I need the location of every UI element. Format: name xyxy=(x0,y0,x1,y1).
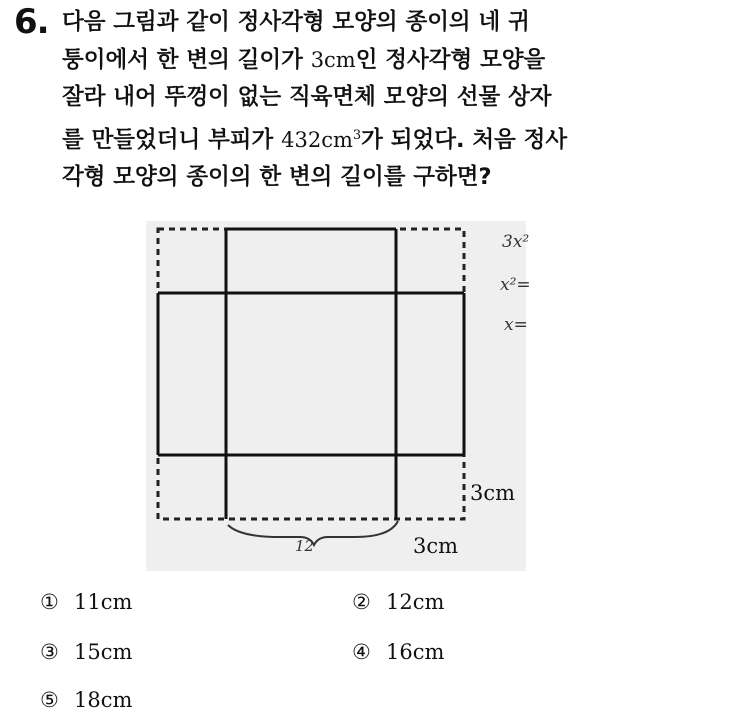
question-line-1: 다음 그림과 같이 정사각형 모양의 종이의 네 귀 xyxy=(62,9,530,35)
choice-4-mark: ④ xyxy=(352,640,371,664)
question-line-4-pre: 를 만들었더니 부피가 xyxy=(62,126,282,153)
label-corner-3cm: 3cm xyxy=(413,534,459,558)
volume-number: 432cm xyxy=(281,127,353,152)
question-line-4 xyxy=(62,117,702,160)
choice-5[interactable] xyxy=(40,688,132,712)
choice-2[interactable] xyxy=(352,590,444,614)
question-number: 6. xyxy=(14,2,49,42)
question-line-4-post: 가 되었다. 처음 정사 xyxy=(361,126,568,153)
paper-net-figure xyxy=(130,215,580,575)
label-base-12: 12 xyxy=(295,537,315,555)
volume-exponent: 3 xyxy=(352,127,362,143)
choice-3[interactable] xyxy=(40,640,132,664)
choice-4-value: 16cm xyxy=(386,640,445,664)
volume-value xyxy=(281,128,361,152)
question-line-2-pre: 퉁이에서 한 변의 길이가 xyxy=(62,46,311,73)
choice-2-mark: ② xyxy=(352,590,371,614)
question-line-2 xyxy=(62,42,702,80)
choice-4[interactable] xyxy=(352,640,444,664)
handwriting-2: x²= xyxy=(500,275,531,295)
label-side-3cm: 3cm xyxy=(470,481,516,505)
inner-square-dashed xyxy=(226,293,396,455)
question-line-2-post: 인 정사각형 모양을 xyxy=(355,46,546,73)
choice-2-value: 12cm xyxy=(386,590,445,614)
choice-5-mark: ⑤ xyxy=(40,688,59,712)
choice-5-value: 18cm xyxy=(74,688,133,712)
outer-square-dashed xyxy=(158,229,464,519)
choice-3-mark: ③ xyxy=(40,640,59,664)
side-length-value: 3cm xyxy=(310,47,356,72)
net-diagram xyxy=(130,215,580,575)
question-text xyxy=(62,4,702,197)
handwriting-3: x= xyxy=(504,315,528,335)
choice-1-mark: ① xyxy=(40,590,59,614)
choice-1-value: 11cm xyxy=(74,590,133,614)
question-line-5: 각형 모양의 종이의 한 변의 길이를 구하면? xyxy=(62,164,492,190)
choice-1[interactable] xyxy=(40,590,132,614)
handwriting-1: 3x² xyxy=(502,232,530,252)
choice-3-value: 15cm xyxy=(74,640,133,664)
question-line-3: 잘라 내어 뚜껑이 없는 직육면체 모양의 선물 상자 xyxy=(62,84,552,110)
